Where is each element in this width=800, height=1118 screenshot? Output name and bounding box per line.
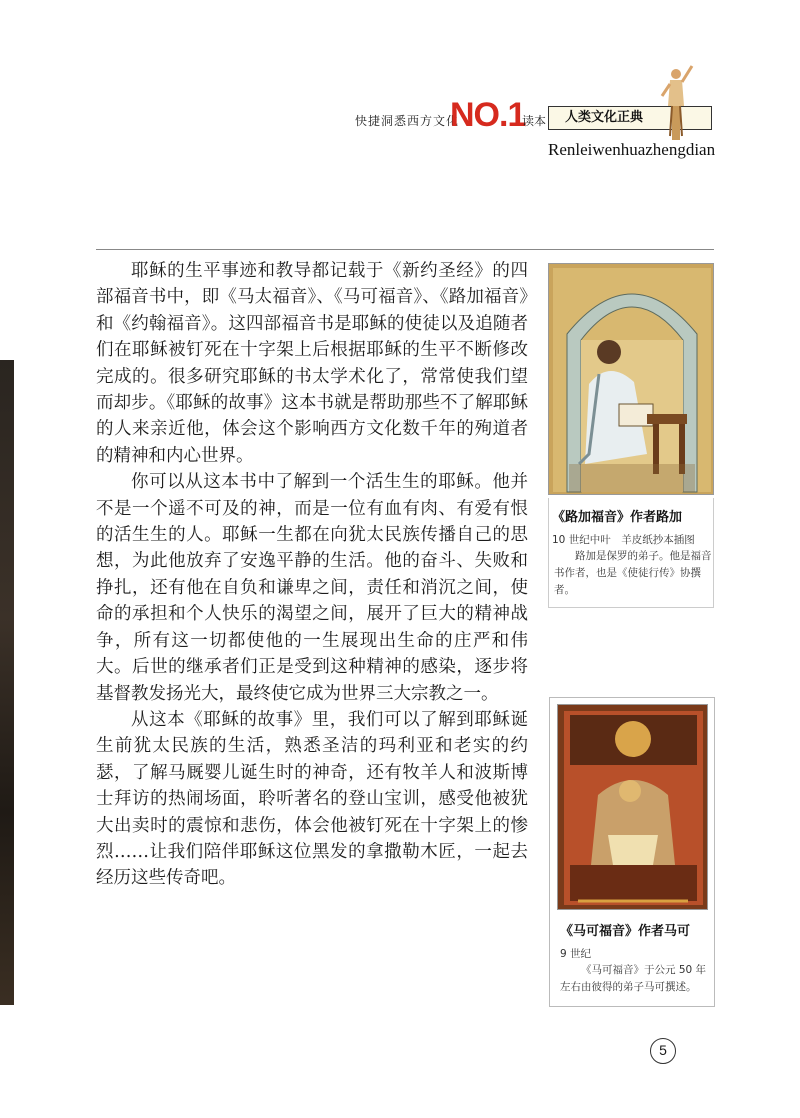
paragraph-2: 你可以从这本书中了解到一个活生生的耶稣。他并不是一个遥不可及的神，而是一位有血有肉、有爱有恨的活生生的人。耶稣一生都在向犹太民族传播自己的思想，为此他放弃了安逸平静的生活。他的奋斗、失败和挣扎，还有他在自负和谦卑之间，责任和消沉之间，使命的承担和个人快乐的渴望之间，展开了巨大的精神战争，所有这一切都使他的一生展现出生命的庄严和伟大。后世的继承者们正是受到这种精神的感染，逐步将基督教发扬光大，最终使它成为世界三大宗教之一。 [96,472,528,704]
luke-manuscript-icon [549,264,714,495]
header-tagline: 快捷洞悉西方文化 [355,114,460,128]
mark-caption-description: 《马可福音》于公元 50 年左右由彼得的弟子马可撰述。 [560,964,707,993]
series-title: 人类文化正典 [565,110,644,125]
luke-caption-description: 路加是保罗的弟子。他是福音书作者，也是《使徒行传》协撰者。 [554,550,712,596]
statue-figure-icon [658,62,694,142]
left-edge-photo-strip [0,360,14,1005]
main-body-text [96,258,528,892]
header-divider [96,249,714,250]
series-romanization: Renleiwenhuazhengdian [548,140,716,159]
mark-manuscript-icon [558,705,708,910]
luke-caption-title: 《路加福音》作者路加 [552,510,683,525]
mark-illustration [557,704,708,910]
paragraph-1: 耶稣的生平事迹和教导都记载于《新约圣经》的四部福音书中，即《马太福音》、《马可福音》、《路加福音》和《约翰福音》。这四部福音书是耶稣的使徒以及追随者们在耶稣被钉死在十字架上后根据耶稣的生平不断修改完成的。很多研究耶稣的书太学术化了，常常使我们望而却步。《耶稣的故事》这本书就是帮助那些不了解耶稣的人来亲近他，体会这个影响西方文化数千年的殉道者的精神和内心世界。 [96,261,528,466]
page-header [0,0,800,170]
luke-illustration [548,263,714,495]
header-badge-suffix: 读本 [522,114,547,128]
mark-caption-title: 《马可福音》作者马可 [560,924,691,939]
page-number: 5 [650,1038,676,1064]
luke-caption-subtitle: 10 世纪中叶 羊皮纸抄本插图 [552,534,695,546]
mark-caption-subtitle: 9 世纪 [560,948,592,960]
header-badge: NO.1 [450,96,526,134]
paragraph-3: 从这本《耶稣的故事》里，我们可以了解到耶稣诞生前犹太民族的生活，熟悉圣洁的玛利亚和老实的约瑟，了解马厩婴儿诞生时的神奇，还有牧羊人和波斯博士拜访的热闹场面，聆听著名的登山宝训，感受他被犹大出卖时的震惊和悲伤，体会他被钉死在十字架上的惨烈……让我们陪伴耶稣这位黑发的拿撒勒木匠，一起去经历这些传奇吧。 [96,709,528,889]
